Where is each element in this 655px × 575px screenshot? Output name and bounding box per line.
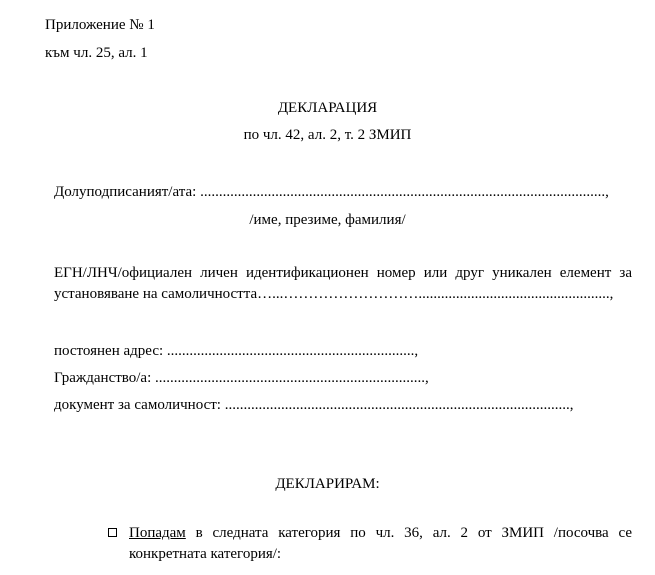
category-checkbox[interactable]	[108, 528, 117, 537]
document-title: ДЕКЛАРАЦИЯ	[277, 100, 378, 116]
signatory-label: Долуподписаният/ата:	[54, 184, 201, 200]
signatory-field	[54, 183, 609, 201]
declare-heading: ДЕКЛАРИРАМ:	[275, 476, 380, 492]
egn-line-2: установяване на самоличността…...………………………...................................................,	[54, 286, 614, 302]
signatory-blank: ............................................................................................................,	[200, 184, 609, 200]
signatory-hint: /име, презиме, фамилия/	[249, 212, 406, 228]
citizenship-field: Гражданство/а: ........................................................................,	[54, 370, 429, 386]
annex-number: Приложение № 1	[45, 17, 155, 33]
category-item-underlined: Попадам	[129, 525, 186, 541]
id-document-field: документ за самоличност: ............................................................................................,	[54, 397, 574, 413]
category-item-line-2: конкретната категория/:	[129, 546, 282, 562]
category-item-line-1	[129, 524, 632, 542]
egn-line-1: ЕГН/ЛНЧ/официален личен идентификационен номер или друг уникален елемент за	[54, 265, 632, 281]
document-subtitle: по чл. 42, ал. 2, т. 2 ЗМИП	[243, 127, 412, 143]
permanent-address-field: постоянен адрес: ..................................................................,	[54, 343, 419, 359]
category-item-text: в следната категория по чл. 36, ал. 2 от ЗМИП /посочва се	[185, 525, 632, 541]
annex-reference: към чл. 25, ал. 1	[45, 45, 148, 61]
